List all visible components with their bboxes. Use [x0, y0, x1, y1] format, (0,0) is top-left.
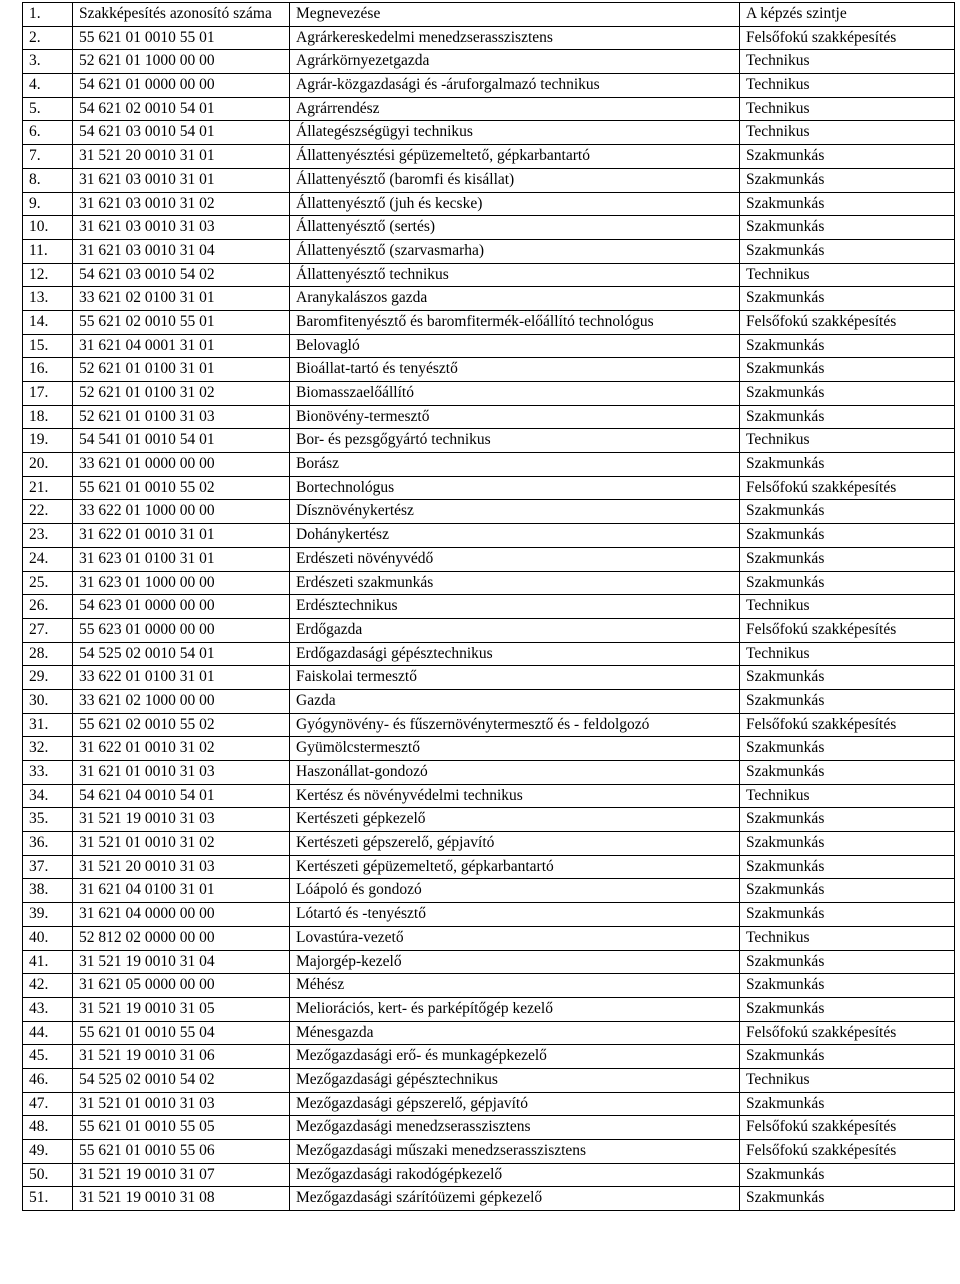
qualification-name: Mezőgazdasági szárítóüzemi gépkezelő: [290, 1187, 740, 1211]
qualification-name: Mezőgazdasági erő- és munkagépkezelő: [290, 1045, 740, 1069]
qualification-name: Méhész: [290, 974, 740, 998]
header-name: Megnevezése: [290, 3, 740, 27]
table-row: [23, 761, 955, 785]
training-level: Szakmunkás: [740, 168, 955, 192]
training-level: Szakmunkás: [740, 287, 955, 311]
qualification-name: Állattenyésztő (szarvasmarha): [290, 239, 740, 263]
table-row: [23, 239, 955, 263]
qualification-id: 31 622 01 0010 31 02: [73, 737, 290, 761]
row-number: 18.: [23, 405, 73, 429]
qualification-name: Lótartó és -tenyésztő: [290, 903, 740, 927]
training-level: Szakmunkás: [740, 737, 955, 761]
row-number: 5.: [23, 97, 73, 121]
table-row: [23, 974, 955, 998]
row-number: 43.: [23, 997, 73, 1021]
training-level: Szakmunkás: [740, 997, 955, 1021]
table-row: [23, 145, 955, 169]
row-number: 51.: [23, 1187, 73, 1211]
training-level: Technikus: [740, 121, 955, 145]
table-row: [23, 737, 955, 761]
qualification-name: Majorgép-kezelő: [290, 950, 740, 974]
qualification-name: Kertész és növényvédelmi technikus: [290, 784, 740, 808]
table-row: [23, 666, 955, 690]
qualification-id: 54 525 02 0010 54 02: [73, 1068, 290, 1092]
qualification-id: 55 621 01 0010 55 05: [73, 1116, 290, 1140]
row-number: 26.: [23, 595, 73, 619]
row-number: 16.: [23, 358, 73, 382]
row-number: 19.: [23, 429, 73, 453]
qualification-id: 31 622 01 0010 31 01: [73, 524, 290, 548]
table-row: [23, 1021, 955, 1045]
qualification-id: 54 621 02 0010 54 01: [73, 97, 290, 121]
qualification-table-page: [22, 2, 954, 1211]
table-row: [23, 595, 955, 619]
qualification-name: Állattenyésztő (juh és kecske): [290, 192, 740, 216]
row-number: 39.: [23, 903, 73, 927]
table-row: [23, 97, 955, 121]
table-row: [23, 855, 955, 879]
qualification-name: Dísznövénykertész: [290, 500, 740, 524]
qualification-id: 54 541 01 0010 54 01: [73, 429, 290, 453]
qualification-name: Erdőgazda: [290, 618, 740, 642]
qualification-name: Kertészeti gépüzemeltető, gépkarbantartó: [290, 855, 740, 879]
qualification-id: 55 621 01 0010 55 06: [73, 1140, 290, 1164]
training-level: Szakmunkás: [740, 571, 955, 595]
qualification-name: Belovagló: [290, 334, 740, 358]
table-row: [23, 26, 955, 50]
qualification-name: Ménesgazda: [290, 1021, 740, 1045]
training-level: Szakmunkás: [740, 453, 955, 477]
qualification-name: Faiskolai termesztő: [290, 666, 740, 690]
row-number: 35.: [23, 808, 73, 832]
qualification-name: Bioállat-tartó és tenyésztő: [290, 358, 740, 382]
qualification-id: 31 521 19 0010 31 07: [73, 1163, 290, 1187]
qualification-name: Agrár-közgazdasági és -áruforgalmazó technikus: [290, 74, 740, 98]
qualification-name: Állattenyésztő (sertés): [290, 216, 740, 240]
table-row: [23, 310, 955, 334]
qualification-id: 54 525 02 0010 54 01: [73, 642, 290, 666]
training-level: Szakmunkás: [740, 216, 955, 240]
row-number: 38.: [23, 879, 73, 903]
training-level: Technikus: [740, 97, 955, 121]
training-level: Felsőfokú szakképesítés: [740, 26, 955, 50]
table-header-row: [23, 3, 955, 27]
qualification-name: Mezőgazdasági menedzserasszisztens: [290, 1116, 740, 1140]
table-row: [23, 1068, 955, 1092]
qualification-id: 52 621 01 1000 00 00: [73, 50, 290, 74]
row-number: 49.: [23, 1140, 73, 1164]
qualification-id: 31 621 04 0100 31 01: [73, 879, 290, 903]
training-level: Szakmunkás: [740, 832, 955, 856]
qualification-name: Lóápoló és gondozó: [290, 879, 740, 903]
training-level: Szakmunkás: [740, 1187, 955, 1211]
table-row: [23, 784, 955, 808]
row-number: 8.: [23, 168, 73, 192]
training-level: Szakmunkás: [740, 974, 955, 998]
row-number: 2.: [23, 26, 73, 50]
qualification-id: 33 622 01 1000 00 00: [73, 500, 290, 524]
qualification-id: 31 621 03 0010 31 02: [73, 192, 290, 216]
table-row: [23, 997, 955, 1021]
row-number: 48.: [23, 1116, 73, 1140]
table-row: [23, 903, 955, 927]
training-level: Szakmunkás: [740, 547, 955, 571]
qualification-id: 31 621 03 0010 31 04: [73, 239, 290, 263]
qualification-name: Agrárrendész: [290, 97, 740, 121]
qualification-name: Gazda: [290, 689, 740, 713]
qualification-id: 54 621 01 0000 00 00: [73, 74, 290, 98]
training-level: Szakmunkás: [740, 192, 955, 216]
table-row: [23, 950, 955, 974]
qualification-name: Gyógynövény- és fűszernövénytermesztő és - feldolgozó: [290, 713, 740, 737]
qualification-id: 55 621 01 0010 55 04: [73, 1021, 290, 1045]
row-number: 9.: [23, 192, 73, 216]
training-level: Szakmunkás: [740, 855, 955, 879]
qualification-id: 31 521 19 0010 31 06: [73, 1045, 290, 1069]
qualification-name: Bionövény-termesztő: [290, 405, 740, 429]
training-level: Szakmunkás: [740, 405, 955, 429]
qualification-id: 54 623 01 0000 00 00: [73, 595, 290, 619]
row-number: 31.: [23, 713, 73, 737]
row-number: 4.: [23, 74, 73, 98]
table-row: [23, 642, 955, 666]
qualification-name: Erdészeti szakmunkás: [290, 571, 740, 595]
row-number: 17.: [23, 382, 73, 406]
table-row: [23, 1116, 955, 1140]
table-row: [23, 547, 955, 571]
row-number: 46.: [23, 1068, 73, 1092]
row-number: 28.: [23, 642, 73, 666]
qualification-id: 31 521 20 0010 31 03: [73, 855, 290, 879]
table-row: [23, 74, 955, 98]
training-level: Felsőfokú szakképesítés: [740, 618, 955, 642]
training-level: Technikus: [740, 642, 955, 666]
qualification-id: 54 621 04 0010 54 01: [73, 784, 290, 808]
row-number: 6.: [23, 121, 73, 145]
qualification-id: 31 621 04 0000 00 00: [73, 903, 290, 927]
training-level: Felsőfokú szakképesítés: [740, 1116, 955, 1140]
training-level: Szakmunkás: [740, 950, 955, 974]
table-row: [23, 689, 955, 713]
qualification-name: Erdészeti növényvédő: [290, 547, 740, 571]
qualification-name: Állategészségügyi technikus: [290, 121, 740, 145]
table-row: [23, 524, 955, 548]
row-number: 34.: [23, 784, 73, 808]
training-level: Technikus: [740, 926, 955, 950]
table-row: [23, 121, 955, 145]
row-number: 32.: [23, 737, 73, 761]
training-level: Szakmunkás: [740, 1092, 955, 1116]
training-level: Felsőfokú szakképesítés: [740, 476, 955, 500]
qualification-id: 31 521 01 0010 31 03: [73, 1092, 290, 1116]
training-level: Felsőfokú szakképesítés: [740, 713, 955, 737]
qualification-id: 31 621 03 0010 31 01: [73, 168, 290, 192]
qualification-id: 31 623 01 0100 31 01: [73, 547, 290, 571]
qualification-id: 54 621 03 0010 54 02: [73, 263, 290, 287]
row-number: 10.: [23, 216, 73, 240]
qualification-id: 31 521 20 0010 31 01: [73, 145, 290, 169]
table-row: [23, 1187, 955, 1211]
row-number: 27.: [23, 618, 73, 642]
row-number: 24.: [23, 547, 73, 571]
table-row: [23, 192, 955, 216]
row-number: 7.: [23, 145, 73, 169]
qualification-id: 31 521 19 0010 31 05: [73, 997, 290, 1021]
training-level: Szakmunkás: [740, 1163, 955, 1187]
qualification-id: 54 621 03 0010 54 01: [73, 121, 290, 145]
training-level: Technikus: [740, 74, 955, 98]
row-number: 21.: [23, 476, 73, 500]
training-level: Felsőfokú szakképesítés: [740, 1140, 955, 1164]
qualification-name: Meliorációs, kert- és parképítőgép kezelő: [290, 997, 740, 1021]
qualification-name: Borász: [290, 453, 740, 477]
row-number: 23.: [23, 524, 73, 548]
training-level: Szakmunkás: [740, 145, 955, 169]
qualification-id: 55 621 01 0010 55 02: [73, 476, 290, 500]
qualification-id: 31 621 01 0010 31 03: [73, 761, 290, 785]
qualification-name: Mezőgazdasági gépszerelő, gépjavító: [290, 1092, 740, 1116]
qualification-name: Gyümölcstermesztő: [290, 737, 740, 761]
training-level: Szakmunkás: [740, 500, 955, 524]
table-row: [23, 713, 955, 737]
table-row: [23, 500, 955, 524]
qualification-name: Dohánykertész: [290, 524, 740, 548]
table-row: [23, 879, 955, 903]
training-level: Felsőfokú szakképesítés: [740, 1021, 955, 1045]
qualification-id: 33 621 01 0000 00 00: [73, 453, 290, 477]
qualification-name: Állattenyésztő (baromfi és kisállat): [290, 168, 740, 192]
training-level: Szakmunkás: [740, 808, 955, 832]
qualification-name: Biomasszaelőállító: [290, 382, 740, 406]
qualification-name: Mezőgazdasági műszaki menedzserasszisztens: [290, 1140, 740, 1164]
qualification-name: Mezőgazdasági gépésztechnikus: [290, 1068, 740, 1092]
row-number: 47.: [23, 1092, 73, 1116]
row-number: 14.: [23, 310, 73, 334]
header-qualification-id: Szakképesítés azonosító száma: [73, 3, 290, 27]
table-row: [23, 216, 955, 240]
qualification-name: Állattenyésztési gépüzemeltető, gépkarbantartó: [290, 145, 740, 169]
training-level: Felsőfokú szakképesítés: [740, 310, 955, 334]
table-row: [23, 926, 955, 950]
row-number: 33.: [23, 761, 73, 785]
row-number: 15.: [23, 334, 73, 358]
qualification-name: Bor- és pezsgőgyártó technikus: [290, 429, 740, 453]
table-row: [23, 287, 955, 311]
table-row: [23, 1140, 955, 1164]
qualification-id: 31 521 01 0010 31 02: [73, 832, 290, 856]
qualification-name: Agrárkörnyezetgazda: [290, 50, 740, 74]
training-level: Szakmunkás: [740, 761, 955, 785]
table-body: [23, 26, 955, 1210]
row-number: 40.: [23, 926, 73, 950]
table-row: [23, 405, 955, 429]
table-row: [23, 382, 955, 406]
row-number: 20.: [23, 453, 73, 477]
training-level: Szakmunkás: [740, 524, 955, 548]
row-number: 12.: [23, 263, 73, 287]
training-level: Szakmunkás: [740, 358, 955, 382]
row-number: 25.: [23, 571, 73, 595]
table-row: [23, 50, 955, 74]
qualification-name: Lovastúra-vezető: [290, 926, 740, 950]
training-level: Szakmunkás: [740, 666, 955, 690]
qualification-name: Bortechnológus: [290, 476, 740, 500]
training-level: Szakmunkás: [740, 903, 955, 927]
qualification-id: 55 621 02 0010 55 01: [73, 310, 290, 334]
qualification-name: Haszonállat-gondozó: [290, 761, 740, 785]
row-number: 36.: [23, 832, 73, 856]
training-level: Technikus: [740, 595, 955, 619]
table-row: [23, 832, 955, 856]
table-row: [23, 1163, 955, 1187]
row-number: 29.: [23, 666, 73, 690]
qualification-id: 31 521 19 0010 31 04: [73, 950, 290, 974]
table-row: [23, 1045, 955, 1069]
training-level: Szakmunkás: [740, 1045, 955, 1069]
training-level: Szakmunkás: [740, 239, 955, 263]
qualification-id: 33 621 02 1000 00 00: [73, 689, 290, 713]
table-row: [23, 334, 955, 358]
row-number: 41.: [23, 950, 73, 974]
qualification-name: Állattenyésztő technikus: [290, 263, 740, 287]
row-number: 13.: [23, 287, 73, 311]
qualification-id: 55 621 01 0010 55 01: [73, 26, 290, 50]
qualification-id: 33 622 01 0100 31 01: [73, 666, 290, 690]
row-number: 44.: [23, 1021, 73, 1045]
qualification-id: 55 623 01 0000 00 00: [73, 618, 290, 642]
table-row: [23, 476, 955, 500]
row-number: 42.: [23, 974, 73, 998]
row-number: 30.: [23, 689, 73, 713]
header-training-level: A képzés szintje: [740, 3, 955, 27]
training-level: Technikus: [740, 50, 955, 74]
qualification-name: Erdőgazdasági gépésztechnikus: [290, 642, 740, 666]
row-number: 22.: [23, 500, 73, 524]
table-row: [23, 808, 955, 832]
qualification-name: Aranykalászos gazda: [290, 287, 740, 311]
header-row-number: 1.: [23, 3, 73, 27]
table-row: [23, 1092, 955, 1116]
qualification-id: 52 812 02 0000 00 00: [73, 926, 290, 950]
qualification-id: 31 521 19 0010 31 08: [73, 1187, 290, 1211]
training-level: Technikus: [740, 429, 955, 453]
qualification-id: 31 621 03 0010 31 03: [73, 216, 290, 240]
training-level: Technikus: [740, 263, 955, 287]
training-level: Technikus: [740, 784, 955, 808]
qualification-id: 55 621 02 0010 55 02: [73, 713, 290, 737]
training-level: Szakmunkás: [740, 382, 955, 406]
qualification-name: Kertészeti gépszerelő, gépjavító: [290, 832, 740, 856]
table-row: [23, 453, 955, 477]
table-row: [23, 168, 955, 192]
qualification-name: Erdésztechnikus: [290, 595, 740, 619]
row-number: 37.: [23, 855, 73, 879]
qualification-name: Kertészeti gépkezelő: [290, 808, 740, 832]
qualification-id: 31 621 04 0001 31 01: [73, 334, 290, 358]
table-row: [23, 263, 955, 287]
row-number: 11.: [23, 239, 73, 263]
training-level: Technikus: [740, 1068, 955, 1092]
qualification-id: 52 621 01 0100 31 01: [73, 358, 290, 382]
row-number: 3.: [23, 50, 73, 74]
table-row: [23, 358, 955, 382]
training-level: Szakmunkás: [740, 689, 955, 713]
qualification-name: Baromfitenyésztő és baromfitermék-előállító technológus: [290, 310, 740, 334]
qualification-id: 33 621 02 0100 31 01: [73, 287, 290, 311]
qualification-id: 31 521 19 0010 31 03: [73, 808, 290, 832]
qualification-table: [22, 2, 955, 1211]
row-number: 45.: [23, 1045, 73, 1069]
table-row: [23, 429, 955, 453]
qualification-name: Mezőgazdasági rakodógépkezelő: [290, 1163, 740, 1187]
qualification-id: 52 621 01 0100 31 03: [73, 405, 290, 429]
qualification-id: 52 621 01 0100 31 02: [73, 382, 290, 406]
table-row: [23, 618, 955, 642]
qualification-id: 31 623 01 1000 00 00: [73, 571, 290, 595]
row-number: 50.: [23, 1163, 73, 1187]
training-level: Szakmunkás: [740, 334, 955, 358]
qualification-id: 31 621 05 0000 00 00: [73, 974, 290, 998]
qualification-name: Agrárkereskedelmi menedzserasszisztens: [290, 26, 740, 50]
table-row: [23, 571, 955, 595]
training-level: Szakmunkás: [740, 879, 955, 903]
